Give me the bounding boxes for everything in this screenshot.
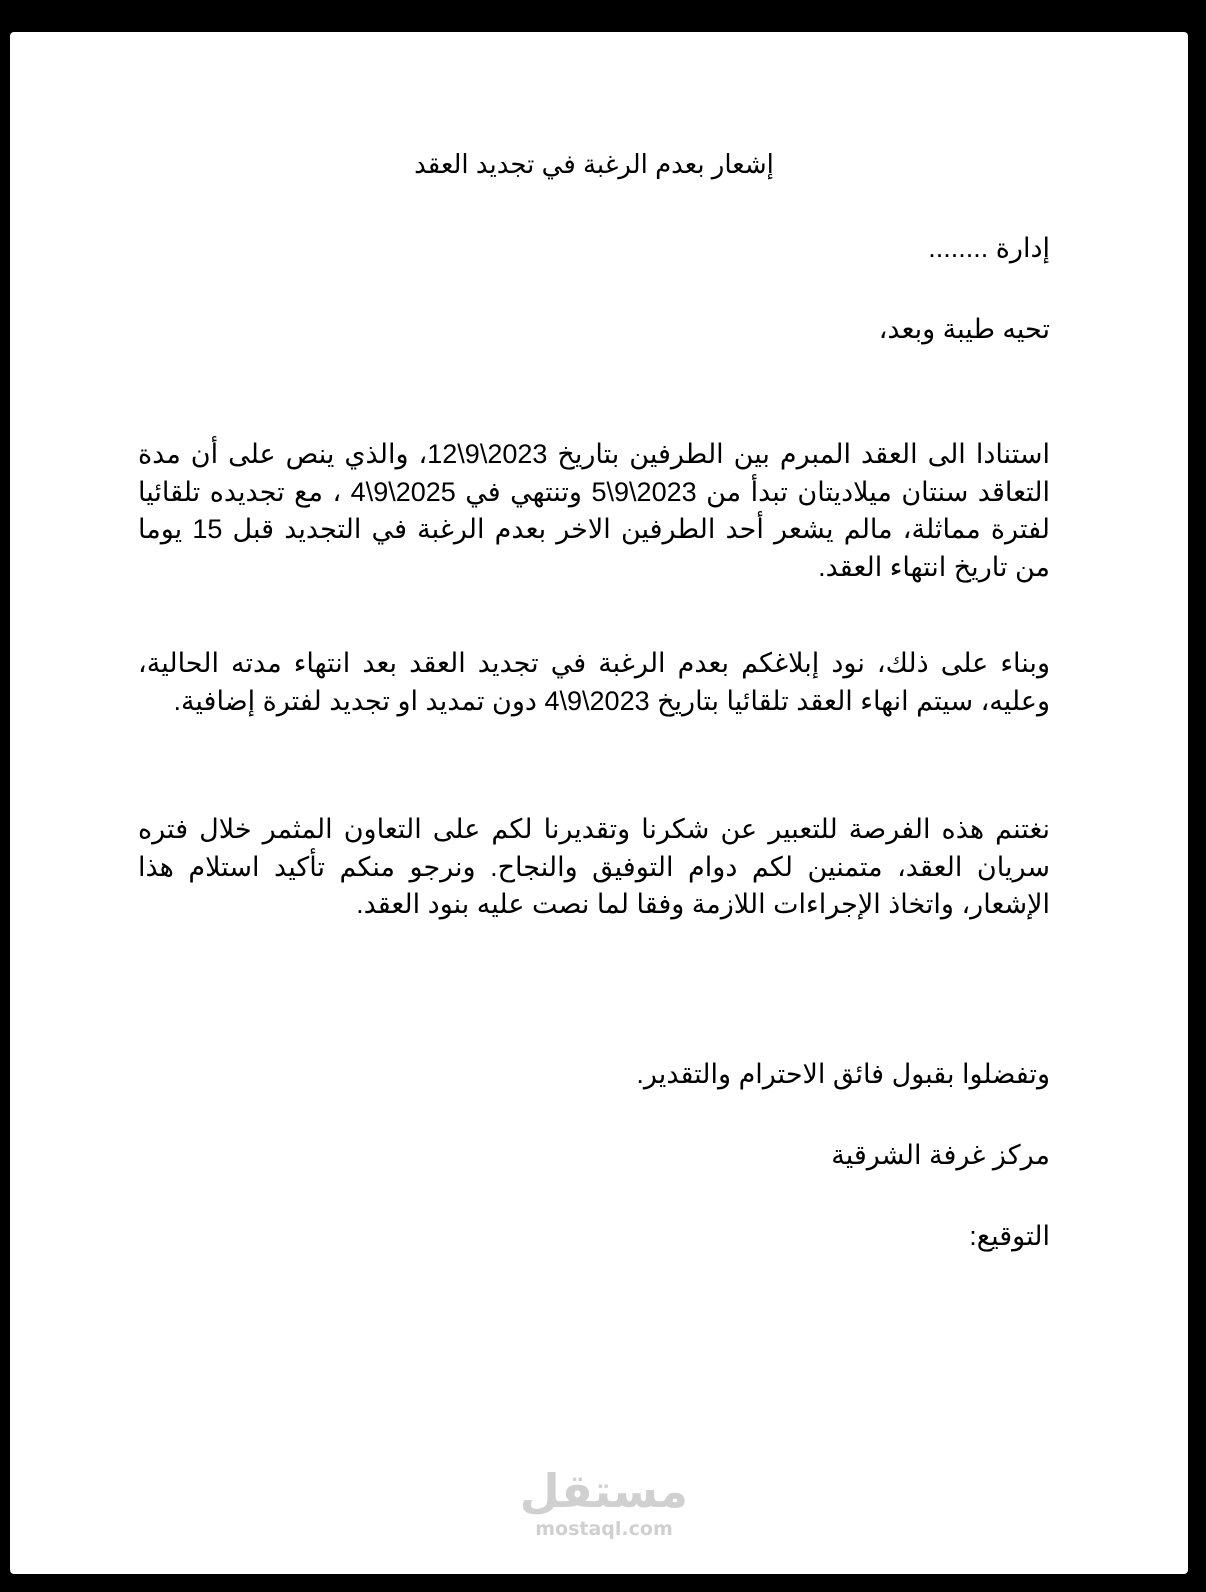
letter-title: إشعار بعدم الرغبة في تجديد العقد (414, 149, 774, 179)
document-page (10, 32, 1188, 1574)
signature-label: التوقيع: (969, 1221, 1050, 1251)
paragraph-non-renewal-notice: وبناء على ذلك، نود إبلاغكم بعدم الرغبة في تجديد العقد بعد انتهاء مدته الحالية، وعليه، سيتم انهاء العقد تلقائيا بتاريخ 2023\9\4 دون تمديد او تجديد لفترة إضافية. (138, 648, 1050, 716)
paragraph-thanks: نغتنم هذه الفرصة للتعبير عن شكرنا وتقديرنا لكم على التعاون المثمر خلال فتره سريان العقد، متمنين لكم دوام التوفيق والنجاح. ونرجو منكم تأكيد استلام هذا الإشعار، واتخاذ الإجراءات اللازمة وفقا لما نصت عليه بنود العقد. (138, 814, 1050, 919)
addressee-line: إدارة ........ (928, 233, 1050, 263)
paragraph-contract-reference: استنادا الى العقد المبرم بين الطرفين بتاريخ 2023\9\12، والذي ينص على أن مدة التعاقد سنتان ميلاديتان تبدأ من 2023\9\5 وتنتهي في 2025\9\4 ، مع تجديده تلقائيا لفترة مماثلة، مالم يشعر أحد الطرفين الاخر بعدم الرغبة في التجديد قبل 15 يوما من تاريخ انتهاء العقد. (138, 439, 1050, 582)
watermark-arabic-text: مستقل (519, 1464, 688, 1518)
sender-name: مركز غرفة الشرقية (831, 1140, 1050, 1170)
closing-line: وتفضلوا بقبول فائق الاحترام والتقدير. (636, 1059, 1050, 1089)
mostaql-watermark-logo (520, 1464, 688, 1556)
watermark-latin-text: mostaql.com (535, 1518, 673, 1540)
greeting-line: تحيه طيبة وبعد، (878, 314, 1050, 344)
